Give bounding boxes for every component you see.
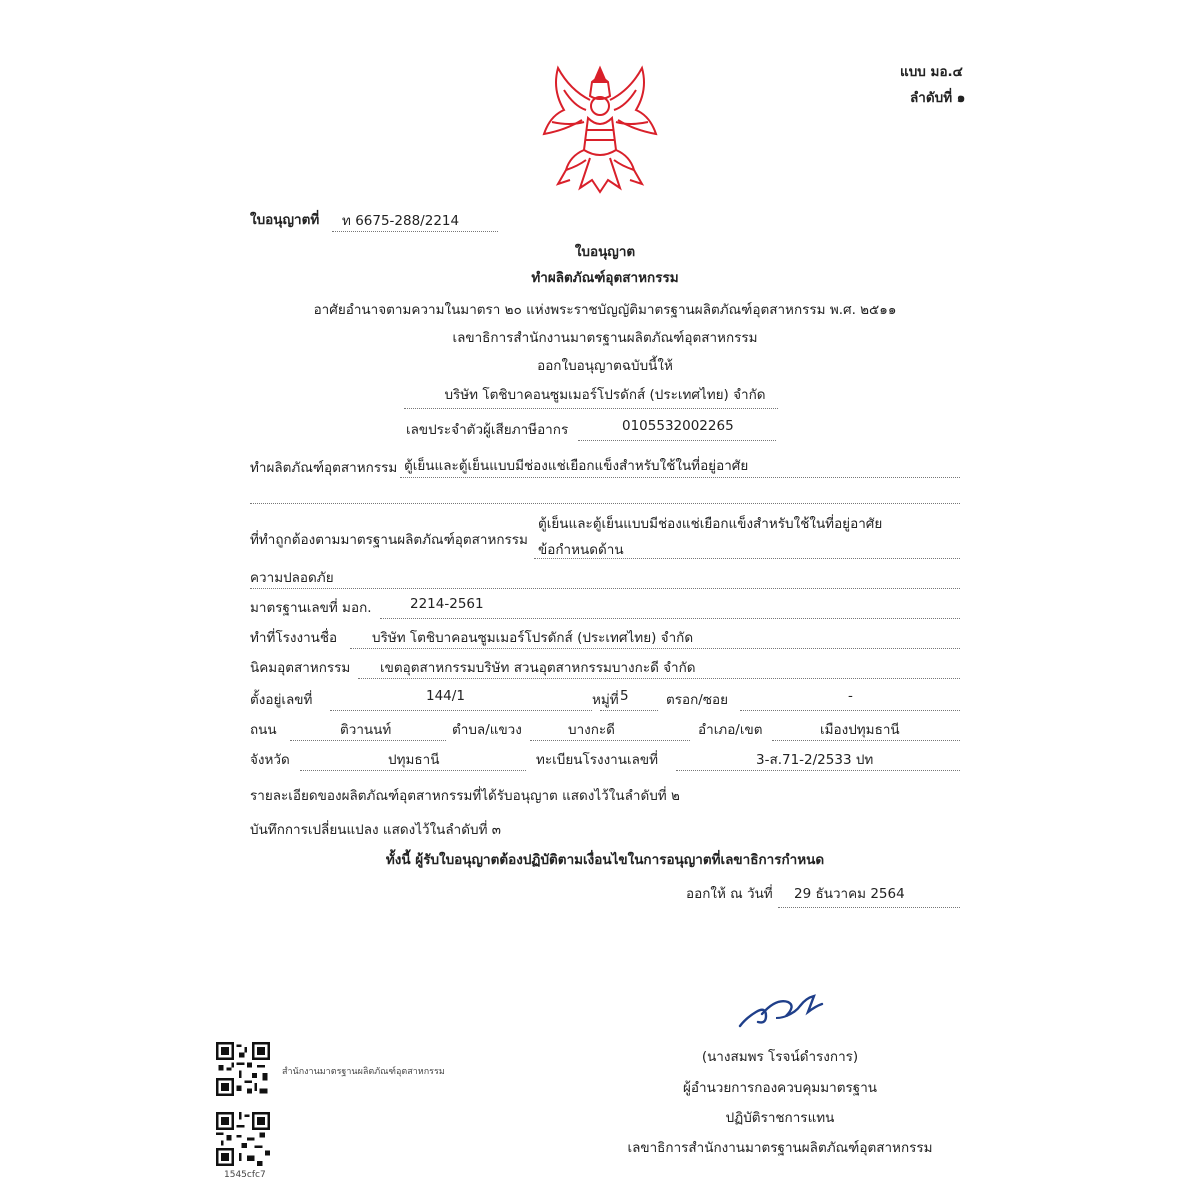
address-subdistrict-label: ตำบล/แขวง — [452, 722, 522, 738]
address-soi-label: ตรอก/ซอย — [666, 692, 729, 708]
standard-scope-label: ที่ทำถูกต้องตามมาตรฐานผลิตภัณฑ์อุตสาหกรรม — [250, 532, 528, 548]
address-district-label: อำเภอ/เขต — [698, 722, 763, 738]
company-name: บริษัท โตชิบาคอนซูมเมอร์โปรดักส์ (ประเทศไทย) จำกัด — [444, 387, 766, 403]
address-soi-value: - — [848, 688, 853, 704]
intro-authority: อาศัยอำนาจตามความในมาตรา ๒๐ แห่งพระราชบัญญัติมาตรฐานผลิตภัณฑ์อุตสาหกรรม พ.ศ. ๒๕๑๑ — [313, 302, 897, 318]
license-no-value: ท 6675-288/2214 — [342, 213, 460, 229]
tax-id-value: 0105532002265 — [622, 418, 734, 434]
address-province-label: จังหวัด — [250, 752, 290, 768]
address-province-value: ปทุมธานี — [388, 752, 440, 768]
notes-changes: บันทึกการเปลี่ยนแปลง แสดงไว้ในลำดับที่ ๓ — [250, 822, 501, 838]
title-product: ทำผลิตภัณฑ์อุตสาหกรรม — [531, 270, 679, 286]
estate-label: นิคมอุตสาหกรรม — [250, 660, 351, 676]
factory-reg-value: 3-ส.71-2/2533 ปท — [756, 752, 874, 768]
standard-scope-value-1: ตู้เย็นและตู้เย็นแบบมีช่องแช่เยือกแข็งสำหรับใช้ในที่อยู่อาศัย — [538, 516, 883, 532]
product-label: ทำผลิตภัณฑ์อุตสาหกรรม — [250, 460, 398, 476]
garuda-emblem-icon — [530, 60, 670, 200]
address-road-value: ติวานนท์ — [340, 722, 392, 738]
estate-value: เขตอุตสาหกรรมบริษัท สวนอุตสาหกรรมบางกะดี จำกัด — [380, 660, 696, 676]
qr-code-icon[interactable] — [216, 1042, 270, 1096]
notes-condition: ทั้งนี้ ผู้รับใบอนุญาตต้องปฏิบัติตามเงื่อนไขในการอนุญาตที่เลขาธิการกำหนด — [385, 852, 825, 868]
address-district-value: เมืองปทุมธานี — [820, 722, 900, 738]
qr-caption: สำนักงานมาตรฐานผลิตภัณฑ์อุตสาหกรรม — [282, 1067, 445, 1077]
issue-date-label: ออกให้ ณ วันที่ — [686, 886, 773, 902]
address-no-label: ตั้งอยู่เลขที่ — [250, 692, 313, 708]
signer-position: ผู้อำนวยการกองควบคุมมาตรฐาน — [682, 1080, 878, 1096]
address-road-label: ถนน — [250, 722, 277, 738]
factory-value: บริษัท โตชิบาคอนซูมเมอร์โปรดักส์ (ประเทศไทย) จำกัด — [372, 630, 694, 646]
address-moo-label: หมู่ที่ — [592, 692, 619, 708]
tax-id-label: เลขประจำตัวผู้เสียภาษีอากร — [406, 422, 569, 438]
form-code: แบบ มอ.๔ — [900, 64, 963, 80]
factory-reg-label: ทะเบียนโรงงานเลขที่ — [536, 752, 658, 768]
signature-icon — [736, 988, 826, 1032]
standard-scope-value-2: ข้อกำหนดด้าน — [538, 542, 624, 558]
standard-scope-value-3: ความปลอดภัย — [250, 570, 334, 586]
signer-name: (นางสมพร โรจน์ดำรงการ) — [701, 1049, 859, 1065]
qr-code-text: 1545cfc7 — [224, 1170, 266, 1180]
signer-organization: เลขาธิการสำนักงานมาตรฐานผลิตภัณฑ์อุตสาหกรรม — [627, 1140, 933, 1156]
title-license: ใบอนุญาต — [574, 244, 636, 260]
form-order: ลำดับที่ ๑ — [910, 90, 966, 106]
qr-code-icon[interactable] — [216, 1112, 270, 1166]
notes-details: รายละเอียดของผลิตภัณฑ์อุตสาหกรรมที่ได้รับอนุญาต แสดงไว้ในลำดับที่ ๒ — [250, 788, 680, 804]
address-moo-value: 5 — [620, 688, 629, 704]
address-subdistrict-value: บางกะดี — [568, 722, 615, 738]
license-no-label: ใบอนุญาตที่ — [250, 212, 320, 228]
factory-label: ทำที่โรงงานชื่อ — [250, 630, 338, 646]
product-value: ตู้เย็นและตู้เย็นแบบมีช่องแช่เยือกแข็งสำหรับใช้ในที่อยู่อาศัย — [404, 458, 749, 474]
intro-issue: ออกใบอนุญาตฉบับนี้ให้ — [537, 358, 673, 374]
signer-acting: ปฏิบัติราชการแทน — [725, 1110, 835, 1126]
address-no-value: 144/1 — [426, 688, 465, 704]
intro-secretary: เลขาธิการสำนักงานมาตรฐานผลิตภัณฑ์อุตสาหกรรม — [452, 330, 758, 346]
issue-date-value: 29 ธันวาคม 2564 — [794, 886, 905, 902]
standard-no-value: 2214-2561 — [410, 596, 484, 612]
standard-no-label: มาตรฐานเลขที่ มอก. — [250, 600, 372, 616]
